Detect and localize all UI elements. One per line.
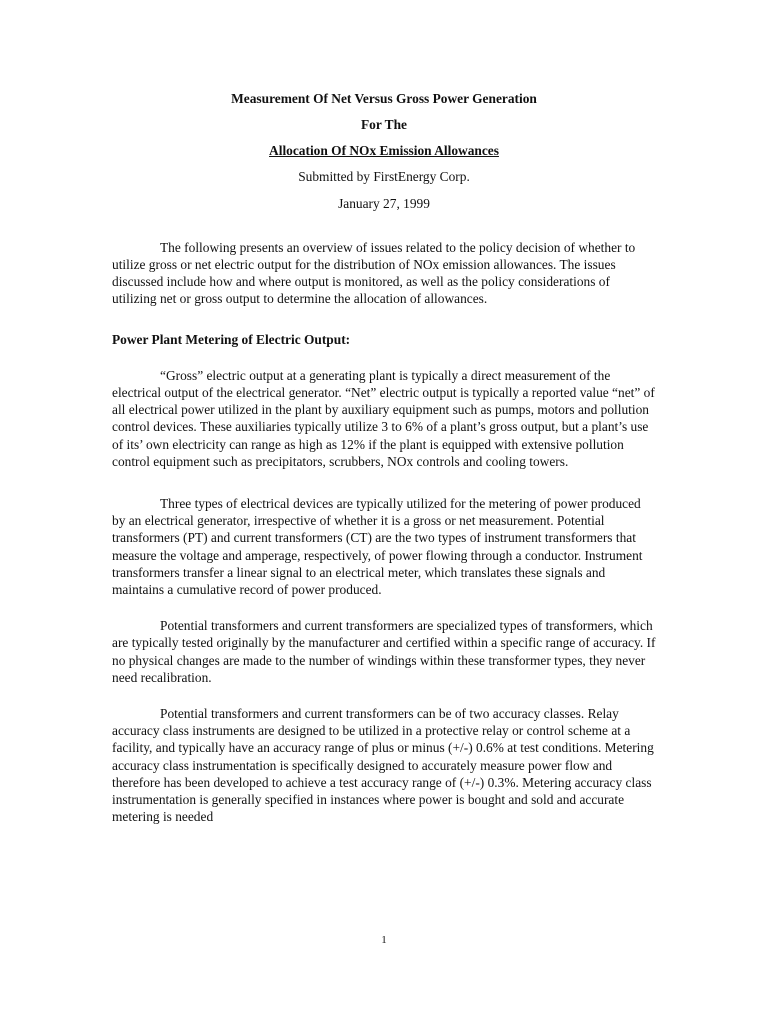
document-for-line: For The [360, 117, 407, 132]
paragraph-accuracy-classes: Potential transformers and current transformers can be of two accuracy classes. Relay accuracy class instruments are designed to be utilized in a protective relay or control scheme at a facility, and typically have an accuracy range of plus or minus (+/-) 0.6% at test conditions. Metering accuracy class instrumentation is specifically designed to accurately measure power flow and therefore has been developed to achieve a test accuracy range of (+/-) 0.3%. Metering accuracy class instrumentation is generally specified in instances where power is bought and sold and accurate metering is needed [112, 706, 654, 825]
paragraph-transformer-types: Potential transformers and current transformers are specialized types of transformers, which are typically tested originally by the manufacturer and certified within a specific range of accuracy. If no physical changes are made to the number of windings within these transformer types, they never need recalibration. [112, 618, 656, 685]
document-content [112, 90, 656, 826]
paragraph-gross-net: “Gross” electric output at a generating plant is typically a direct measurement of the electrical output of the electrical generator. “Net” electric output is typically a reported value “net” of all electrical power utilized in the plant by auxiliary equipment such as pumps, motors and pollution control devices. These auxiliaries typically utilize 3 to 6% of a plant’s gross output, but a plant’s use of its’ own electricity can range as high as 12% if the plant is equipped with extensive pollution control equipment such as precipitators, scrubbers, NOx controls and cooling towers. [112, 367, 655, 469]
document-date: January 27, 1999 [338, 195, 430, 211]
submitted-by: Submitted by FirstEnergy Corp. [298, 169, 470, 185]
document-title: Measurement Of Net Versus Gross Power Generation [231, 91, 537, 106]
document-allocation-line: Allocation Of NOx Emission Allowances [269, 143, 499, 159]
section-heading: Power Plant Metering of Electric Output: [112, 331, 351, 347]
intro-paragraph: The following presents an overview of issues related to the policy decision of whether to utilize gross or net electric output for the distribution of NOx emission allowances. The issues discussed include how and where output is monitored, as well as the policy considerations of utilizing net or gross output to determine the allocation of allowances. [112, 239, 636, 307]
page-number: 1 [381, 934, 387, 946]
paragraph-metering-devices: Three types of electrical devices are typically utilized for the metering of power produced by an electrical generator, irrespective of whether it is a gross or net measurement. Potential transformers (PT) and current transformers (CT) are the two types of instrument transformers that measure the voltage and amperage, respectively, of power flowing through a conductor. Instrument transformers transfer a linear signal to an electrical meter, which translates these signals and maintains a cumulative record of power produced. [112, 496, 643, 598]
